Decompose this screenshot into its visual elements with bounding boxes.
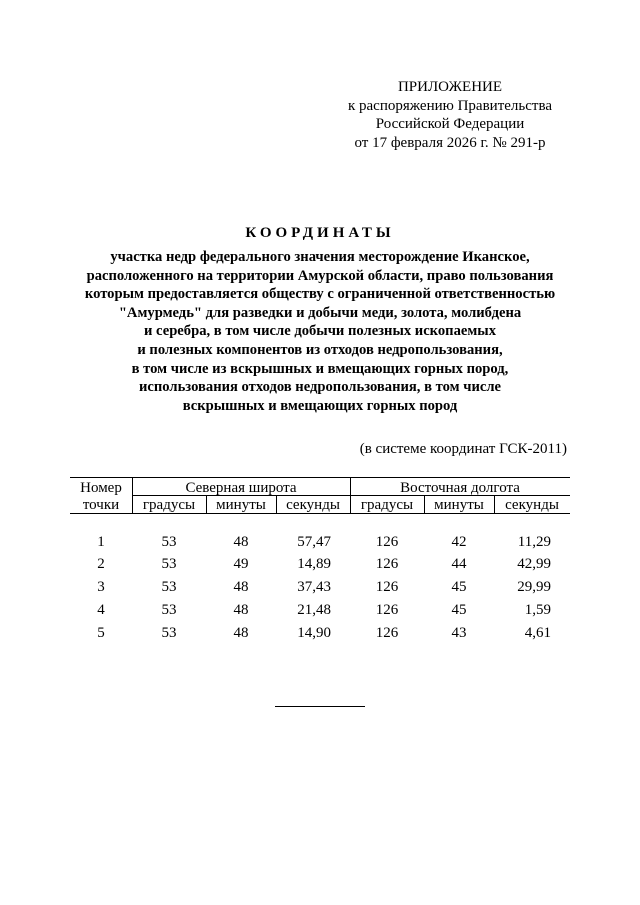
subtitle-line: которым предоставляется обществу с ограниченной ответственностью: [84, 286, 556, 303]
lon-minutes: 43: [451, 625, 467, 641]
subheader-lat-seconds: секунды: [286, 497, 340, 513]
document-title: КООРДИНАТЫ: [245, 225, 395, 241]
header-east-longitude: Восточная долгота: [400, 480, 520, 496]
lat-minutes: 48: [233, 625, 249, 641]
lat-minutes: 48: [233, 602, 249, 618]
subtitle-line: и полезных компонентов из отходов недропользования,: [137, 341, 503, 358]
lon-minutes: 44: [451, 556, 467, 572]
subtitle-line: расположенного на территории Амурской области, право пользования: [86, 267, 554, 284]
subheader-lon-minutes: минуты: [434, 497, 484, 513]
subtitle-line: вскрышных и вмещающих горных пород: [182, 397, 458, 414]
lat-seconds: 21,48: [297, 602, 331, 618]
appendix-title: ПРИЛОЖЕНИЕ: [397, 79, 503, 95]
point-number: 4: [97, 602, 105, 618]
lat-seconds: 14,89: [297, 556, 331, 572]
lon-degrees: 126: [375, 625, 399, 641]
lat-minutes: 48: [233, 534, 249, 550]
subheader-lat-minutes: минуты: [216, 497, 266, 513]
lon-seconds: 4,61: [524, 625, 551, 641]
lat-seconds: 57,47: [297, 534, 331, 550]
lat-seconds: 14,90: [297, 625, 331, 641]
lat-degrees: 53: [161, 534, 177, 550]
lon-minutes: 42: [451, 534, 467, 550]
document-subtitle: [40, 248, 600, 415]
lat-degrees: 53: [161, 602, 177, 618]
lon-seconds: 1,59: [524, 602, 551, 618]
subheader-lon-degrees: градусы: [360, 497, 414, 513]
appendix-line-country: Российской Федерации: [375, 116, 525, 132]
subtitle-line: и серебра, в том числе добычи полезных ископаемых: [144, 323, 496, 340]
lat-degrees: 53: [161, 556, 177, 572]
lat-minutes: 48: [233, 579, 249, 595]
header-north-latitude: Северная широта: [185, 480, 297, 496]
lon-minutes: 45: [451, 602, 467, 618]
coordinate-system-note: (в системе координат ГСК-2011): [359, 441, 567, 457]
header-point-label: точки: [82, 497, 120, 513]
point-number: 1: [97, 534, 105, 550]
point-number: 5: [97, 625, 105, 641]
closing-rule: [275, 706, 365, 707]
lon-seconds: 11,29: [517, 534, 551, 550]
appendix-block: [330, 78, 570, 152]
lat-degrees: 53: [161, 579, 177, 595]
lat-minutes: 49: [233, 556, 249, 572]
appendix-line-date: от 17 февраля 2026 г. № 291-р: [354, 134, 546, 151]
subheader-lon-seconds: секунды: [505, 497, 559, 513]
subtitle-line: использования отходов недропользования, в том числе: [139, 379, 501, 396]
subheader-lat-degrees: градусы: [142, 497, 196, 513]
lat-seconds: 37,43: [297, 579, 331, 595]
table-top-rule: [70, 477, 570, 478]
lon-seconds: 29,99: [517, 579, 551, 595]
subtitle-line: в том числе из вскрышных и вмещающих горных пород,: [131, 360, 509, 377]
header-point-number: Номер: [80, 480, 122, 496]
lon-degrees: 126: [375, 556, 399, 572]
lat-degrees: 53: [161, 625, 177, 641]
lon-degrees: 126: [375, 579, 399, 595]
subtitle-line: участка недр федерального значения месторождение Иканское,: [110, 249, 530, 265]
point-number: 3: [97, 579, 105, 595]
lon-degrees: 126: [375, 602, 399, 618]
appendix-line-order: к распоряжению Правительства: [347, 97, 552, 114]
point-number: 2: [97, 556, 105, 572]
subtitle-line: "Амурмедь" для разведки и добычи меди, золота, молибдена: [118, 304, 522, 321]
lon-degrees: 126: [375, 534, 399, 550]
lon-seconds: 42,99: [517, 556, 551, 572]
lon-minutes: 45: [451, 579, 467, 595]
